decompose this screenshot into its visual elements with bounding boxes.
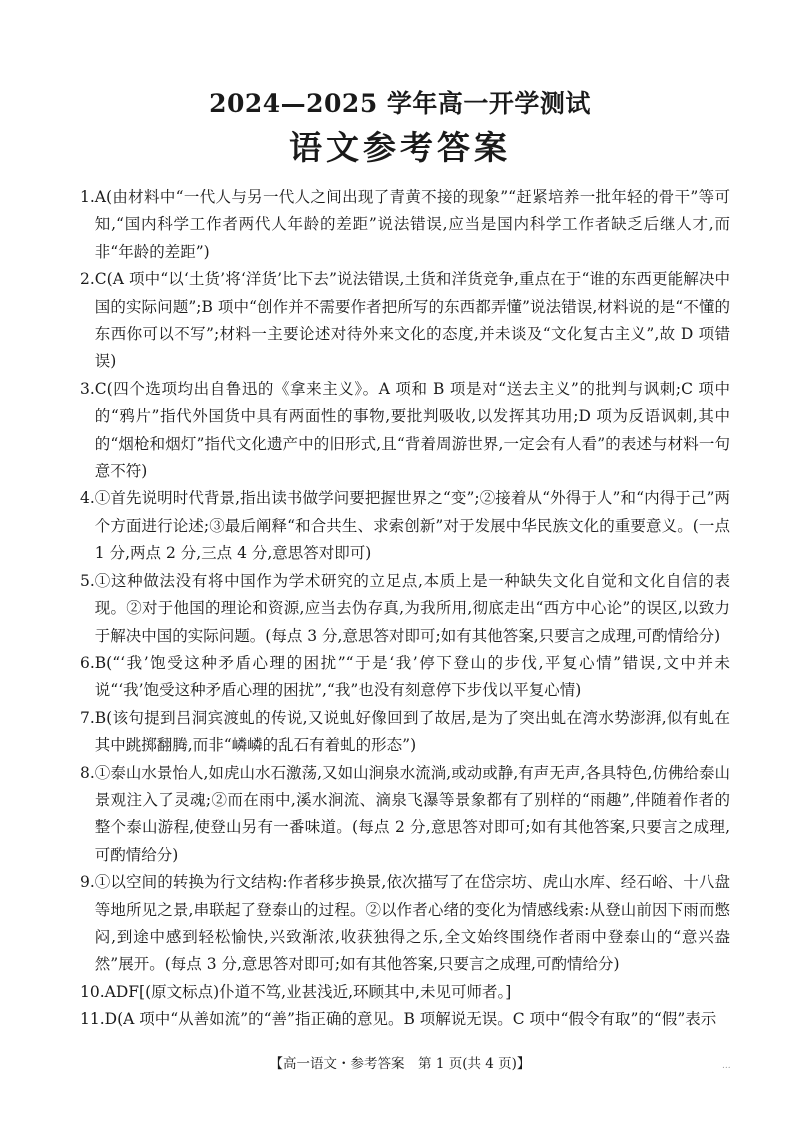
answer-item-9: [80, 869, 730, 979]
answer-text: ①首先说明时代背景,指出读书做学问要把握世界之“变”;②接着从“外得于人”和“内得于己”两个方面进行论述;③最后阐释“和合共生、求索创新”对于发展中华民族文化的重要意义。(一点 1 分,两点 2 分,三点 4 分,意思答对即可): [94, 489, 730, 563]
answer-number: 8.: [80, 763, 95, 782]
answer-number: 3.: [80, 379, 95, 398]
page-footer: 【高一语文・参考答案 第 1 页(共 4 页)】: [269, 1056, 531, 1072]
answer-text: C(A 项中“以‘土货’将‘洋货’比下去”说法错误,土货和洋货竞争,重点在于“谁的东西更能解决中国的实际问题”;B 项中“创作并不需要作者把所写的东西都弄懂”说法错误,材料说的是“不懂的东西你可以不写”;材料一主要论述对待外来文化的态度,并未谈及“文化复古主义”,故 D 项错误): [94, 270, 730, 371]
answer-item-7: [80, 705, 730, 760]
exam-title: 2024—2025 学年高一开学测试: [209, 89, 591, 118]
answer-text: B(该句提到吕洞宾渡虬的传说,又说虬好像回到了故居,是为了突出虬在湾水势澎湃,似有虬在其中跳掷翻腾,而非“嶙嶙的乱石有着虬的形态”): [94, 708, 730, 755]
answer-text: ①泰山水景怡人,如虎山水石激荡,又如山涧泉水流淌,或动或静,有声无声,各具特色,仿佛给泰山景观注入了灵魂;②而在雨中,溪水涧流、滴泉飞瀑等景象都有了别样的“雨趣”,伴随着作者的整个泰山游程,使登山另有一番味道。(每点 2 分,意思答对即可;如有其他答案,只要言之成理,可酌情给分): [94, 763, 730, 864]
answer-number: 5.: [80, 571, 95, 590]
answer-number: 2.: [80, 270, 95, 289]
answer-number: 1.: [80, 188, 95, 206]
answer-number: 7.: [80, 708, 95, 727]
answer-key-subtitle: 语文参考答案: [289, 128, 511, 167]
answer-item-8: [80, 760, 730, 870]
answer-number: 4.: [80, 489, 95, 508]
answer-item-5: [80, 568, 730, 650]
answer-number: 6.: [80, 653, 95, 672]
answer-item-6: [80, 650, 730, 705]
corner-mark: ...: [722, 1061, 731, 1071]
answer-number: 10.: [80, 982, 105, 1001]
answer-text: B(“‘我’饱受这种矛盾心理的困扰”“于是‘我’停下登山的步伐,平复心情”错误,文中并未说“‘我’饱受这种矛盾心理的困扰”,“我”也没有刻意停下步伐以平复心情): [94, 653, 730, 700]
answer-text: ①以空间的转换为行文结构:作者移步换景,依次描写了在岱宗坊、虎山水库、经石峪、十八盘等地所见之景,串联起了登泰山的过程。②以作者心绪的变化为情感线索:从登山前因下雨而憋闷,到途中感到轻松愉快,兴致渐浓,收获独得之乐,全文始终围绕作者雨中登泰山的“意兴盎然”展开。(每点 3 分,意思答对即可;如有其他答案,只要言之成理,可酌情给分): [94, 873, 730, 974]
answer-item-1: [80, 184, 730, 266]
answer-number: 11.: [80, 1010, 105, 1029]
answer-item-4: [80, 485, 730, 567]
answer-item-11: [80, 1006, 730, 1033]
answer-text: ADF[(原文标点)仆道不笃,业甚浅近,环顾其中,未见可师者。]: [104, 982, 512, 1001]
answer-text: C(四个选项均出自鲁迅的《拿来主义》。A 项和 B 项是对“送去主义”的批判与讽刺;C 项中的“鸦片”指代外国货中具有两面性的事物,要批判吸收,以发挥其功用;D 项为反语讽刺,其中的“烟枪和烟灯”指代文化遗产中的旧形式,且“背着周游世界,一定会有人看”的表述与材料一句意不符): [94, 379, 730, 481]
answer-item-2: [80, 266, 730, 376]
answer-text: ①这种做法没有将中国作为学术研究的立足点,本质上是一种缺失文化自觉和文化自信的表现。②对于他国的理论和资源,应当去伪存真,为我所用,彻底走出“西方中心论”的误区,以致力于解决中国的实际问题。(每点 3 分,意思答对即可;如有其他答案,只要言之成理,可酌情给分): [94, 571, 730, 645]
answer-item-3: [80, 376, 730, 486]
answer-number: 9.: [80, 873, 95, 892]
answer-list: [80, 184, 730, 1034]
answer-text: D(A 项中“从善如流”的“善”指正确的意见。B 项解说无误。C 项中“假令有取”的“假”表示: [104, 1010, 717, 1029]
answer-item-10: [80, 979, 730, 1006]
answer-text: A(由材料中“一代人与另一代人之间出现了青黄不接的现象”“赶紧培养一批年轻的骨干”等可知,“国内科学工作者两代人年龄的差距”说法错误,应当是国内科学工作者缺乏后继人才,而非“年龄的差距”): [94, 188, 730, 261]
